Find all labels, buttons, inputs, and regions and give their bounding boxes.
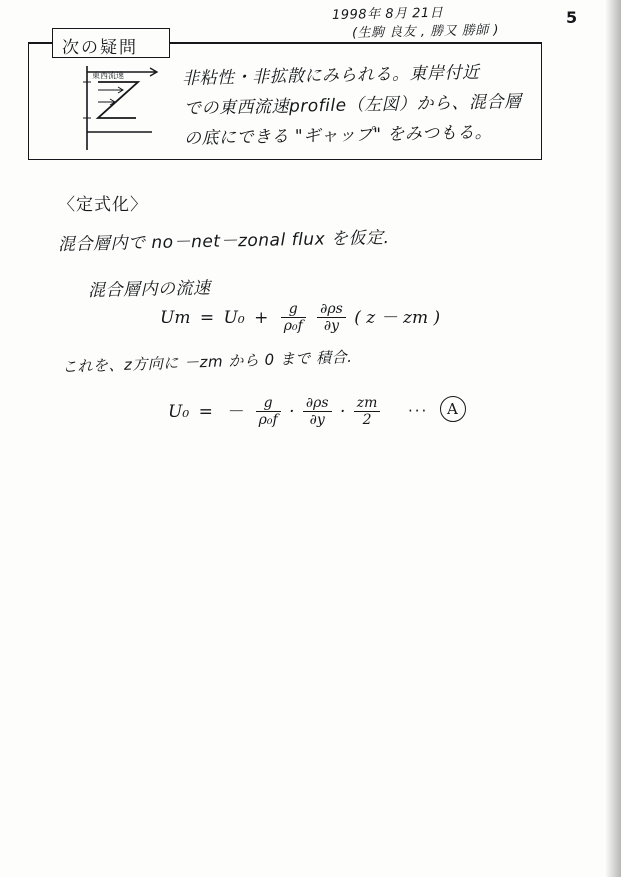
eq1-equals: = bbox=[199, 308, 215, 328]
body-line-1: 混合層内で no－net－zonal flux を仮定. bbox=[57, 228, 390, 255]
eq1-fraction-2 bbox=[317, 301, 346, 334]
equation-2 bbox=[168, 396, 383, 429]
eq2-lhs: U₀ bbox=[168, 402, 190, 422]
eq2-dot-1: · bbox=[289, 402, 295, 422]
eq2-minus: － bbox=[226, 402, 244, 422]
eq2-fraction-3 bbox=[354, 395, 381, 428]
equation-tag-label: A bbox=[447, 400, 459, 418]
eq2-dot-2: · bbox=[339, 402, 346, 422]
eq2-frac2-numerator: ∂ρs bbox=[305, 395, 329, 411]
top-box-line-3: の底にできる "ギャップ" をみつもる。 bbox=[183, 122, 493, 149]
eq2-frac3-numerator: zm bbox=[356, 395, 378, 411]
eq2-frac1-numerator: g bbox=[263, 395, 273, 411]
page-number: 5 bbox=[566, 8, 578, 27]
header-date: 1998年 8月 21日 bbox=[331, 5, 444, 23]
top-box-line-2: での東西流速profile（左図）から、混合層 bbox=[183, 91, 522, 119]
eq1-lhs: Um bbox=[160, 308, 191, 328]
eq1-term0: U₀ bbox=[223, 308, 245, 328]
eq1-fraction-1 bbox=[281, 301, 306, 334]
eq2-fraction-1 bbox=[256, 395, 281, 428]
section-heading: 〈定式化〉 bbox=[58, 195, 148, 215]
top-box-line-1: 非粘性・非拡散にみられる。東岸付近 bbox=[181, 62, 480, 89]
equation-1 bbox=[160, 302, 440, 335]
body-line-3: これを、z方向に －zm から 0 まで 積合. bbox=[61, 347, 353, 376]
equation-tag-dots: ··· bbox=[408, 402, 429, 420]
eq1-paren-term: ( z － zm ) bbox=[354, 308, 441, 328]
eq2-frac1-denominator: ρ₀f bbox=[256, 411, 281, 428]
eq1-frac2-numerator: ∂ρs bbox=[320, 301, 343, 317]
eq1-frac1-numerator: g bbox=[288, 301, 298, 317]
eq2-fraction-2 bbox=[303, 395, 332, 428]
eq2-frac3-denominator: 2 bbox=[354, 411, 381, 428]
eq2-frac2-denominator: ∂y bbox=[303, 411, 332, 428]
header-authors: (生駒 良友 , 勝又 勝師 ) bbox=[351, 22, 500, 41]
title-tab-label: 次の疑問 bbox=[62, 38, 138, 58]
eq2-equals: = bbox=[198, 402, 213, 422]
body-line-2: 混合層内の流速 bbox=[87, 278, 211, 301]
eq1-frac2-denominator: ∂y bbox=[317, 317, 346, 334]
eq1-plus: + bbox=[254, 308, 269, 328]
sketch-caption: 東西流速 bbox=[92, 71, 124, 80]
eq1-frac1-denominator: ρ₀f bbox=[281, 317, 306, 334]
